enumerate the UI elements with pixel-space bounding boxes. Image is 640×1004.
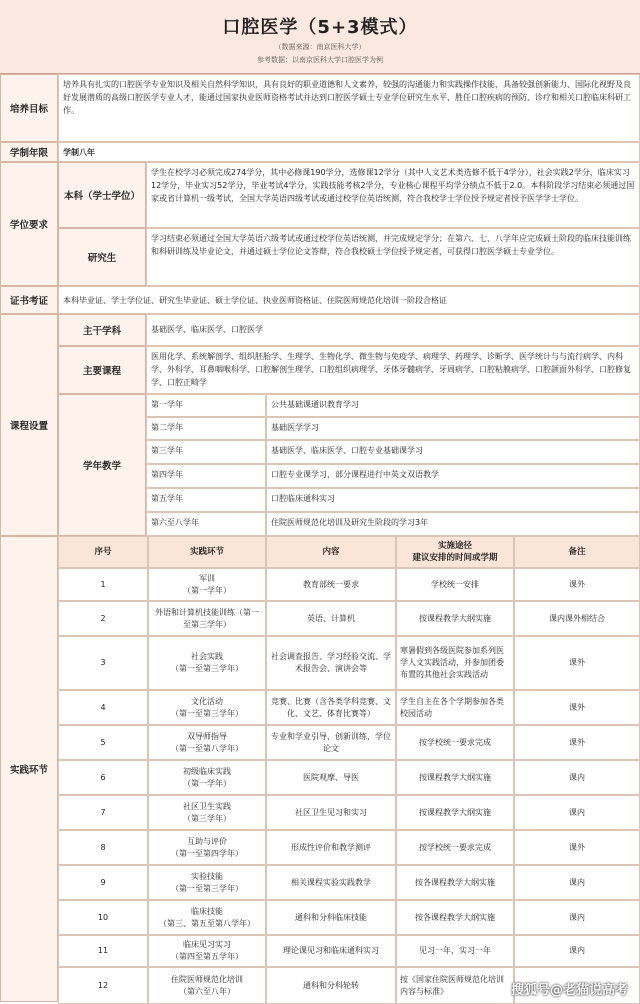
- cell-item: 文化活动 （第一至第三学年）: [148, 690, 266, 725]
- cell-note: 课外: [514, 690, 640, 725]
- cell-content: 通科和分科轮转: [266, 967, 396, 1004]
- cell-no: 6: [58, 760, 148, 795]
- cell-content: 教育部统一要求: [266, 568, 396, 601]
- goal-label: 培养目标: [0, 74, 58, 142]
- cell-content: 竞赛、比赛（含各类学科竞赛、文化、文艺、体育比赛等）: [266, 690, 396, 725]
- teaching-content: 公共基础课通识教育学习: [266, 394, 640, 417]
- watermark: 搜狐号@老猫说高考: [510, 983, 628, 998]
- cell-item: 初级临床实践 （第一学年）: [148, 760, 266, 795]
- cell-content: 相关课程实验实践教学: [266, 865, 396, 900]
- cell-no: 9: [58, 865, 148, 900]
- cell-no: 2: [58, 601, 148, 636]
- page-title: 口腔医学（5+3模式）: [222, 17, 418, 38]
- cell-no: 10: [58, 900, 148, 935]
- main-course-text: 医用化学、系统解剖学、组织胚胎学、生理学、生物化学、微生物与免疫学、病理学、药理学、诊断学、医学统计与与流行病学、内科学、外科学、耳鼻咽喉科学、口腔解剖生理学、口腔组织病理学、牙体牙髓病学、牙周病学、口腔粘膜病学、口腔颌面外科学、口腔修复学、口腔正畸学: [146, 346, 640, 394]
- teaching-label: 学年教学: [58, 394, 146, 536]
- cell-note: 课内: [514, 900, 640, 935]
- cell-way: 按各课程教学大纲实施: [396, 900, 514, 935]
- cell-no: 8: [58, 830, 148, 865]
- cell-note: 课外: [514, 725, 640, 760]
- cell-note: 课内: [514, 935, 640, 967]
- col-header-note: 备注: [514, 536, 640, 568]
- bachelor-label: 本科（学士学位）: [58, 162, 146, 228]
- cell-way: 学校统一安排: [396, 568, 514, 601]
- cert-label: 证书考证: [0, 286, 58, 314]
- cell-way: 按课程教学大纲实施: [396, 760, 514, 795]
- cell-item: 双导师指导 （第一至第八学年）: [148, 725, 266, 760]
- cell-content: 社区卫生见习和实习: [266, 795, 396, 830]
- data-source: （数据来源：南京医科大学）: [274, 43, 366, 51]
- teaching-year: 第一学年: [146, 394, 266, 417]
- col-header-content: 内容: [266, 536, 396, 568]
- cell-note: 课内课外相结合: [514, 601, 640, 636]
- col-header-item: 实践环节: [148, 536, 266, 568]
- cell-note: 课内: [514, 795, 640, 830]
- teaching-year: 第二学年: [146, 417, 266, 440]
- goal-text: 培养具有扎实的口腔医学专业知识及相关自然科学知识，具有良好的职业道德和人文素养，较强的沟通能力和实践操作技能，具备较强创新能力、国际化视野及良好发展潜质的高级口腔医学专业人才，能通过国家执业医师资格考试并达到口腔医学硕士专业学位研究生水平，胜任口腔疾病的预防、诊疗和相关口腔临床科研工作。: [58, 74, 640, 142]
- cell-way: 寒暑假到各级医院参加系列医学人文实践活动，并参加团委布置的其他社会实践活动: [396, 636, 514, 690]
- cell-content: 社会调查报告、学习经验交流、学术报告会、演讲会等: [266, 636, 396, 690]
- col-header-no: 序号: [58, 536, 148, 568]
- cell-way: 见习一年，实习一年: [396, 935, 514, 967]
- cell-note: 课内: [514, 760, 640, 795]
- cell-way: 按课程教学大纲实施: [396, 795, 514, 830]
- teaching-content: 住院医师规范化培训及研究生阶段的学习3年: [266, 512, 640, 536]
- cell-way: 按学校统一要求完成: [396, 725, 514, 760]
- duration-text: 学制八年: [58, 142, 640, 162]
- teaching-content: 基础医学学习: [266, 417, 640, 440]
- degree-label: 学位要求: [0, 162, 58, 286]
- cell-content: 形成性评价和教学测评: [266, 830, 396, 865]
- cell-no: 3: [58, 636, 148, 690]
- cell-item: 军训 （第一学年）: [148, 568, 266, 601]
- cell-item: 互助与评价 （第一至第四学年）: [148, 830, 266, 865]
- teaching-year: 第五学年: [146, 488, 266, 512]
- course-label: 课程设置: [0, 314, 58, 536]
- document-header: [0, 0, 640, 74]
- cell-item: 实验技能 （第一至第三学年）: [148, 865, 266, 900]
- main-course-label: 主要课程: [58, 346, 146, 394]
- cell-item: 住院医师规范化培训 （第六至八年）: [148, 967, 266, 1004]
- cert-text: 本科毕业证、学士学位证、研究生毕业证、硕士学位证、执业医师资格证、住院医师规范化培训一阶段合格证: [58, 286, 640, 314]
- reference-note: 参考数据：以南京医科大学口腔医学为例: [257, 56, 383, 64]
- main-subject-label: 主干学科: [58, 314, 146, 346]
- teaching-content: 口腔专业课学习，部分课程进行中英文双语教学: [266, 464, 640, 488]
- cell-content: 医院观摩、导医: [266, 760, 396, 795]
- cell-content: 英语、计算机: [266, 601, 396, 636]
- cell-way: 按学校统一要求完成: [396, 830, 514, 865]
- bachelor-text: 学生在校学习必须完成274学分，其中必修课190学分，选修课12学分（其中人文艺术类选修不低于4学分），社会实践2学分，临床实习12学分，毕业实习52学分，毕业考试4学分，实践技能考核2学分，专业核心课程平均学分绩点不低于2.0。本科阶段学习结束必须通过国家或省计算机一级考试，全国大学英语四级考试或通过校学位英语统测，符合我校学士学位授予规定者授予医学学士学位。: [146, 162, 640, 228]
- cell-item: 社区卫生实践 （第三学年）: [148, 795, 266, 830]
- cell-way: 按课程教学大纲实施: [396, 601, 514, 636]
- teaching-year: 第六至八学年: [146, 512, 266, 536]
- cell-no: 7: [58, 795, 148, 830]
- col-header-way: 实施途径 建议安排的时间或学期: [396, 536, 514, 568]
- cell-item: 社会实践 （第一至第三学年）: [148, 636, 266, 690]
- cell-content: 专业和学业引导，创新训练，学位论文: [266, 725, 396, 760]
- cell-no: 4: [58, 690, 148, 725]
- teaching-content: 基础医学、临床医学、口腔专业基础课学习: [266, 440, 640, 464]
- cell-note: 课内: [514, 865, 640, 900]
- cell-way: 学生自主在各个学期参加各类校园活动: [396, 690, 514, 725]
- cell-note: 课外: [514, 830, 640, 865]
- teaching-content: 口腔临床通科实习: [266, 488, 640, 512]
- cell-note: 课外: [514, 568, 640, 601]
- cell-no: 5: [58, 725, 148, 760]
- cell-no: 11: [58, 935, 148, 967]
- cell-no: 12: [58, 967, 148, 1004]
- cell-item: 外语和计算机技能训练（第一至第三学年）: [148, 601, 266, 636]
- duration-label: 学制年限: [0, 142, 58, 162]
- cell-item: 临床技能 （第三、第五至第八学年）: [148, 900, 266, 935]
- grad-label: 研究生: [58, 228, 146, 286]
- grad-text: 学习结束必须通过全国大学英语六级考试或通过校学位英语统测，并完成规定学分；在第六、七、八学年应完成硕士阶段的临床技能训练和科研训练及毕业论文，并通过硕士学位论文答辩，符合我校硕士学位授予规定者，可获得口腔医学硕士专业学位。: [146, 228, 640, 286]
- teaching-year: 第三学年: [146, 440, 266, 464]
- cell-way: 按《国家住院医师规范化培训内容与标准》: [396, 967, 514, 1004]
- cell-no: 1: [58, 568, 148, 601]
- teaching-year: 第四学年: [146, 464, 266, 488]
- cell-item: 临床见习实习 （第四至第五学年）: [148, 935, 266, 967]
- cell-content: 理论课见习和临床通科实习: [266, 935, 396, 967]
- cell-way: 按各课程教学大纲实施: [396, 865, 514, 900]
- practice-label: 实践环节: [0, 536, 58, 1002]
- cell-content: 通科和分科临床技能: [266, 900, 396, 935]
- cell-note: 课外: [514, 636, 640, 690]
- main-subject-text: 基础医学、临床医学、口腔医学: [146, 314, 640, 346]
